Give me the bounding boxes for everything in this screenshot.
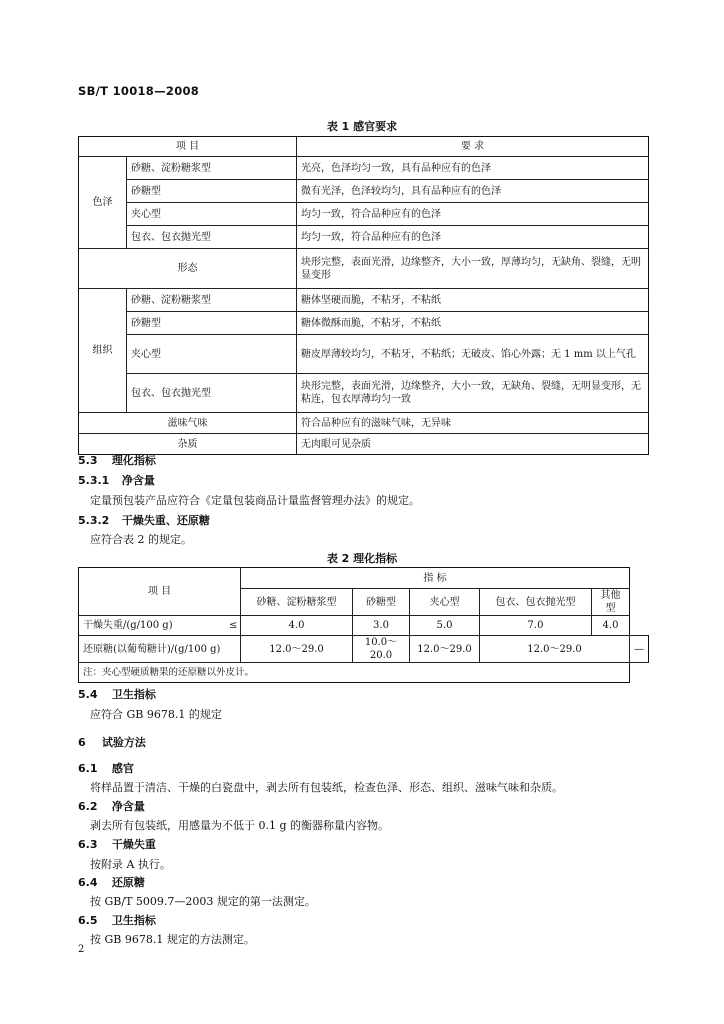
section-title: 感官 [111, 762, 134, 775]
section-number: 6.1 [78, 762, 98, 775]
table2-caption: 表 2 理化指标 [326, 552, 398, 565]
table-cell: 12.0～29.0 [410, 636, 480, 663]
row-requirement: 块形完整，表面光滑，边缘整齐，大小一致，无缺角、裂缝，无明显变形，无粘连，包衣厚薄均匀一致 [297, 374, 649, 413]
section-heading [78, 734, 146, 750]
section-heading [78, 512, 210, 528]
table-cell: 12.0～29.0 [480, 636, 630, 663]
table-note-row [79, 663, 649, 683]
table-row [79, 180, 649, 203]
row-requirement: 光亮，色泽均匀一致，具有品种应有的色泽 [297, 157, 649, 180]
row-requirement: 微有光泽，色泽较均匀，具有品种应有的色泽 [297, 180, 649, 203]
table-note: 注：夹心型硬质糖果的还原糖以外皮计。 [79, 663, 630, 683]
table-header-row [79, 568, 649, 589]
row-subitem: 包衣、包衣抛光型 [127, 374, 297, 413]
section-heading [78, 452, 156, 468]
subheader-cell: 砂糖型 [353, 589, 410, 616]
table-row [79, 289, 649, 312]
table-header-row [79, 137, 649, 157]
column-header-index: 指 标 [241, 568, 630, 589]
paragraph: 应符合表 2 的规定。 [90, 533, 192, 546]
paragraph: 剥去所有包装纸，用感量为不低于 0.1 g 的衡器称量内容物。 [90, 819, 390, 832]
column-header-requirement: 要 求 [297, 137, 649, 157]
table-row [79, 374, 649, 413]
section-number: 6.5 [78, 914, 98, 927]
table-cell: 7.0 [480, 616, 592, 636]
section-heading [78, 874, 145, 890]
row-subitem: 夹心型 [127, 203, 297, 226]
table-row [79, 616, 649, 636]
section-number: 6.4 [78, 876, 98, 889]
section-number: 6.2 [78, 800, 98, 813]
table-row [79, 636, 649, 663]
section-title: 还原糖 [111, 876, 145, 889]
table-row [79, 203, 649, 226]
row-label-impurity: 杂质 [79, 434, 297, 455]
section-number: 5.3 [78, 454, 98, 467]
group-label-texture: 组织 [79, 289, 127, 413]
row-subitem: 包衣、包衣抛光型 [127, 226, 297, 249]
section-number: 5.3.1 [78, 474, 110, 487]
table-row [79, 335, 649, 374]
section-title: 卫生指标 [111, 688, 156, 701]
section-heading [78, 836, 156, 852]
paragraph: 按 GB 9678.1 规定的方法测定。 [90, 933, 255, 946]
row-requirement: 块形完整，表面光滑，边缘整齐，大小一致，厚薄均匀，无缺角、裂缝，无明显变形 [297, 249, 649, 289]
table-row [79, 157, 649, 180]
section-number: 5.4 [78, 688, 98, 701]
subheader-cell: 砂糖、淀粉糖浆型 [241, 589, 353, 616]
section-title: 净含量 [111, 800, 145, 813]
table-row [79, 434, 649, 455]
subheader-cell: 包衣、包衣抛光型 [480, 589, 592, 616]
row-label-shape: 形态 [79, 249, 297, 289]
section-heading [78, 798, 145, 814]
section-number: 6 [78, 736, 86, 749]
row-subitem: 砂糖型 [127, 312, 297, 335]
paragraph: 定量预包装产品应符合《定量包装商品计量监督管理办法》的规定。 [90, 494, 420, 507]
table-cell: — [630, 636, 649, 663]
row-label: 干燥失重/(g/100 g) [79, 616, 227, 636]
paragraph: 将样品置于清洁、干燥的白瓷盘中，剥去所有包装纸，检查色泽、形态、组织、滋味气味和杂质。 [90, 781, 563, 794]
paragraph: 应符合 GB 9678.1 的规定 [90, 708, 222, 721]
paragraph: 按 GB/T 5009.7—2003 规定的第一法测定。 [90, 895, 316, 908]
paragraph: 按附录 A 执行。 [90, 858, 171, 871]
row-requirement: 糖体坚硬而脆，不粘牙，不粘纸 [297, 289, 649, 312]
subheader-cell: 其他型 [592, 589, 630, 616]
column-header-project: 项 目 [79, 568, 241, 616]
row-subitem: 砂糖型 [127, 180, 297, 203]
row-symbol: ≤ [227, 616, 241, 636]
row-subitem: 砂糖、淀粉糖浆型 [127, 289, 297, 312]
row-label: 还原糖(以葡萄糖计)/(g/100 g) [79, 636, 241, 663]
section-title: 净含量 [121, 474, 155, 487]
row-label-taste: 滋味气味 [79, 413, 297, 434]
table-cell: 4.0 [241, 616, 353, 636]
table-cell: 5.0 [410, 616, 480, 636]
row-requirement: 无肉眼可见杂质 [297, 434, 649, 455]
row-requirement: 符合品种应有的滋味气味，无异味 [297, 413, 649, 434]
group-label-color: 色泽 [79, 157, 127, 249]
section-heading [78, 472, 155, 488]
physicochemical-table [78, 567, 649, 683]
sensory-requirements-table [78, 136, 649, 455]
row-requirement: 糖皮厚薄较均匀，不粘牙，不粘纸；无破皮、馅心外露；无 1 mm 以上气孔 [297, 335, 649, 374]
table-row [79, 413, 649, 434]
table-cell: 3.0 [353, 616, 410, 636]
table-cell: 4.0 [592, 616, 630, 636]
table-row [79, 249, 649, 289]
section-title: 试验方法 [101, 736, 146, 749]
section-title: 干燥失重、还原糖 [121, 514, 210, 527]
table-row [79, 226, 649, 249]
table-cell: 12.0～29.0 [241, 636, 353, 663]
table1-caption: 表 1 感官要求 [326, 120, 398, 133]
standard-number: SB/T 10018—2008 [78, 84, 200, 98]
row-requirement: 糖体微酥而脆，不粘牙，不粘纸 [297, 312, 649, 335]
column-header-project: 项 目 [79, 137, 297, 157]
section-number: 6.3 [78, 838, 98, 851]
subheader-cell: 夹心型 [410, 589, 480, 616]
section-title: 理化指标 [111, 454, 156, 467]
row-subitem: 砂糖、淀粉糖浆型 [127, 157, 297, 180]
section-heading [78, 760, 134, 776]
row-subitem: 夹心型 [127, 335, 297, 374]
table-row [79, 312, 649, 335]
section-heading [78, 912, 156, 928]
row-requirement: 均匀一致，符合品种应有的色泽 [297, 226, 649, 249]
section-heading [78, 686, 156, 702]
row-requirement: 均匀一致，符合品种应有的色泽 [297, 203, 649, 226]
table-cell: 10.0～20.0 [353, 636, 410, 663]
section-title: 卫生指标 [111, 914, 156, 927]
section-title: 干燥失重 [111, 838, 156, 851]
section-number: 5.3.2 [78, 514, 110, 527]
page-number: 2 [78, 944, 85, 955]
